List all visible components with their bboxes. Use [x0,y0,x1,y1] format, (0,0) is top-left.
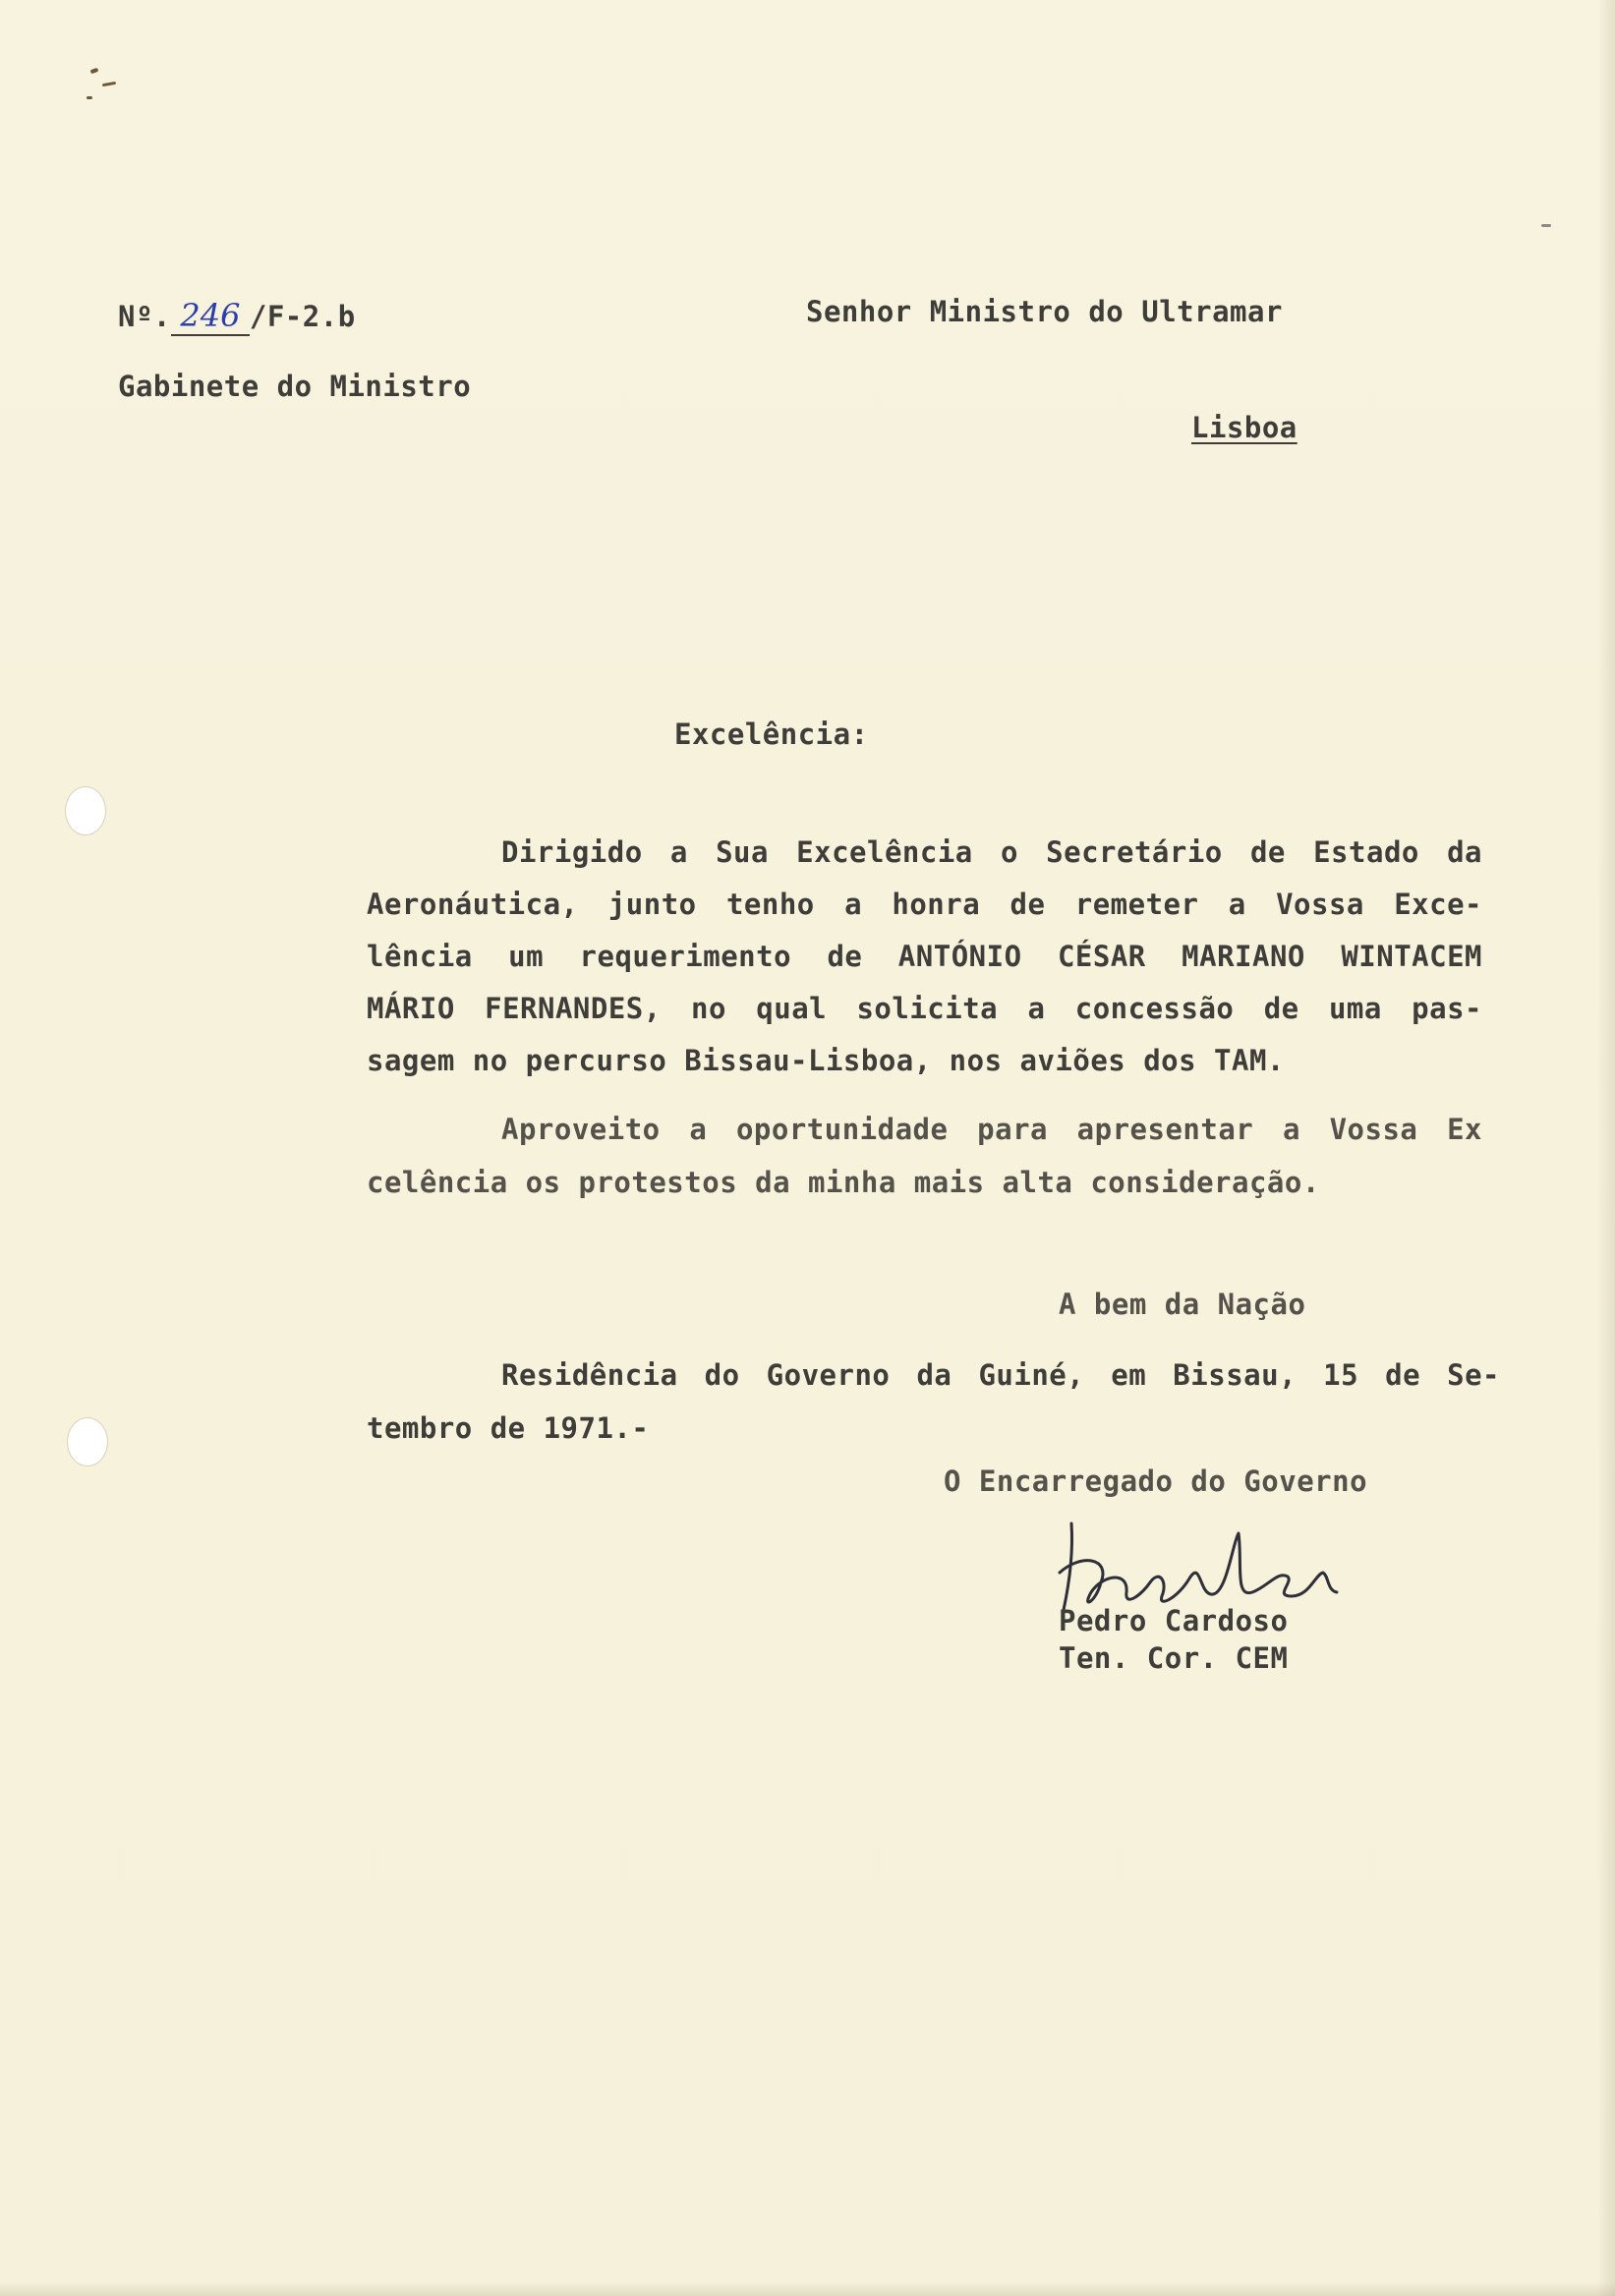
punch-hole-bottom [67,1417,108,1466]
reference-prefix: Nº. [118,300,171,333]
punch-hole-top [65,786,106,835]
reference-suffix: /F-2.b [249,300,356,333]
paper-speck [87,96,92,99]
signer-name: Pedro Cardoso [1059,1604,1289,1637]
paper-speck [90,68,99,74]
paper-speck [1541,224,1551,227]
place-date-line: Residência do Governo da Guiné, em Bissau, 15 de Se- [501,1358,1500,1392]
paragraph1-line: sagem no percurso Bissau-Lisboa, nos aviões dos TAM. [367,1044,1285,1077]
addressee: Senhor Ministro do Ultramar [806,295,1283,328]
paper-bottom-edge [0,2282,1615,2296]
addressee-city: Lisboa [1191,411,1298,444]
salutation: Excelência: [674,718,869,751]
paragraph1-line: lência um requerimento de ANTÓNIO CÉSAR MARIANO WINTACEM [367,940,1482,973]
reference-number [118,297,356,336]
signer-title: O Encarregado do Governo [944,1464,1368,1498]
paper-edge-shadow [1597,0,1615,2296]
paper-speck [102,82,116,86]
closing-motto: A bem da Nação [1059,1288,1306,1321]
place-date-line: tembro de 1971.- [367,1411,650,1445]
paragraph1-line: MÁRIO FERNANDES, no qual solicita a concessão de uma pas- [367,992,1482,1025]
signer-rank: Ten. Cor. CEM [1059,1641,1289,1675]
paragraph1-line: Dirigido a Sua Excelência o Secretário de Estado da [501,835,1482,869]
handwritten-reference-number: 246 [171,297,250,336]
paragraph1-line: Aeronáutica, junto tenho a honra de remeter a Vossa Exce- [367,888,1482,921]
office-name: Gabinete do Ministro [118,370,472,403]
paragraph2-line: Aproveito a oportunidade para apresentar a Vossa Ex [501,1113,1482,1146]
paragraph2-line: celência os protestos da minha mais alta consideração. [367,1166,1320,1199]
